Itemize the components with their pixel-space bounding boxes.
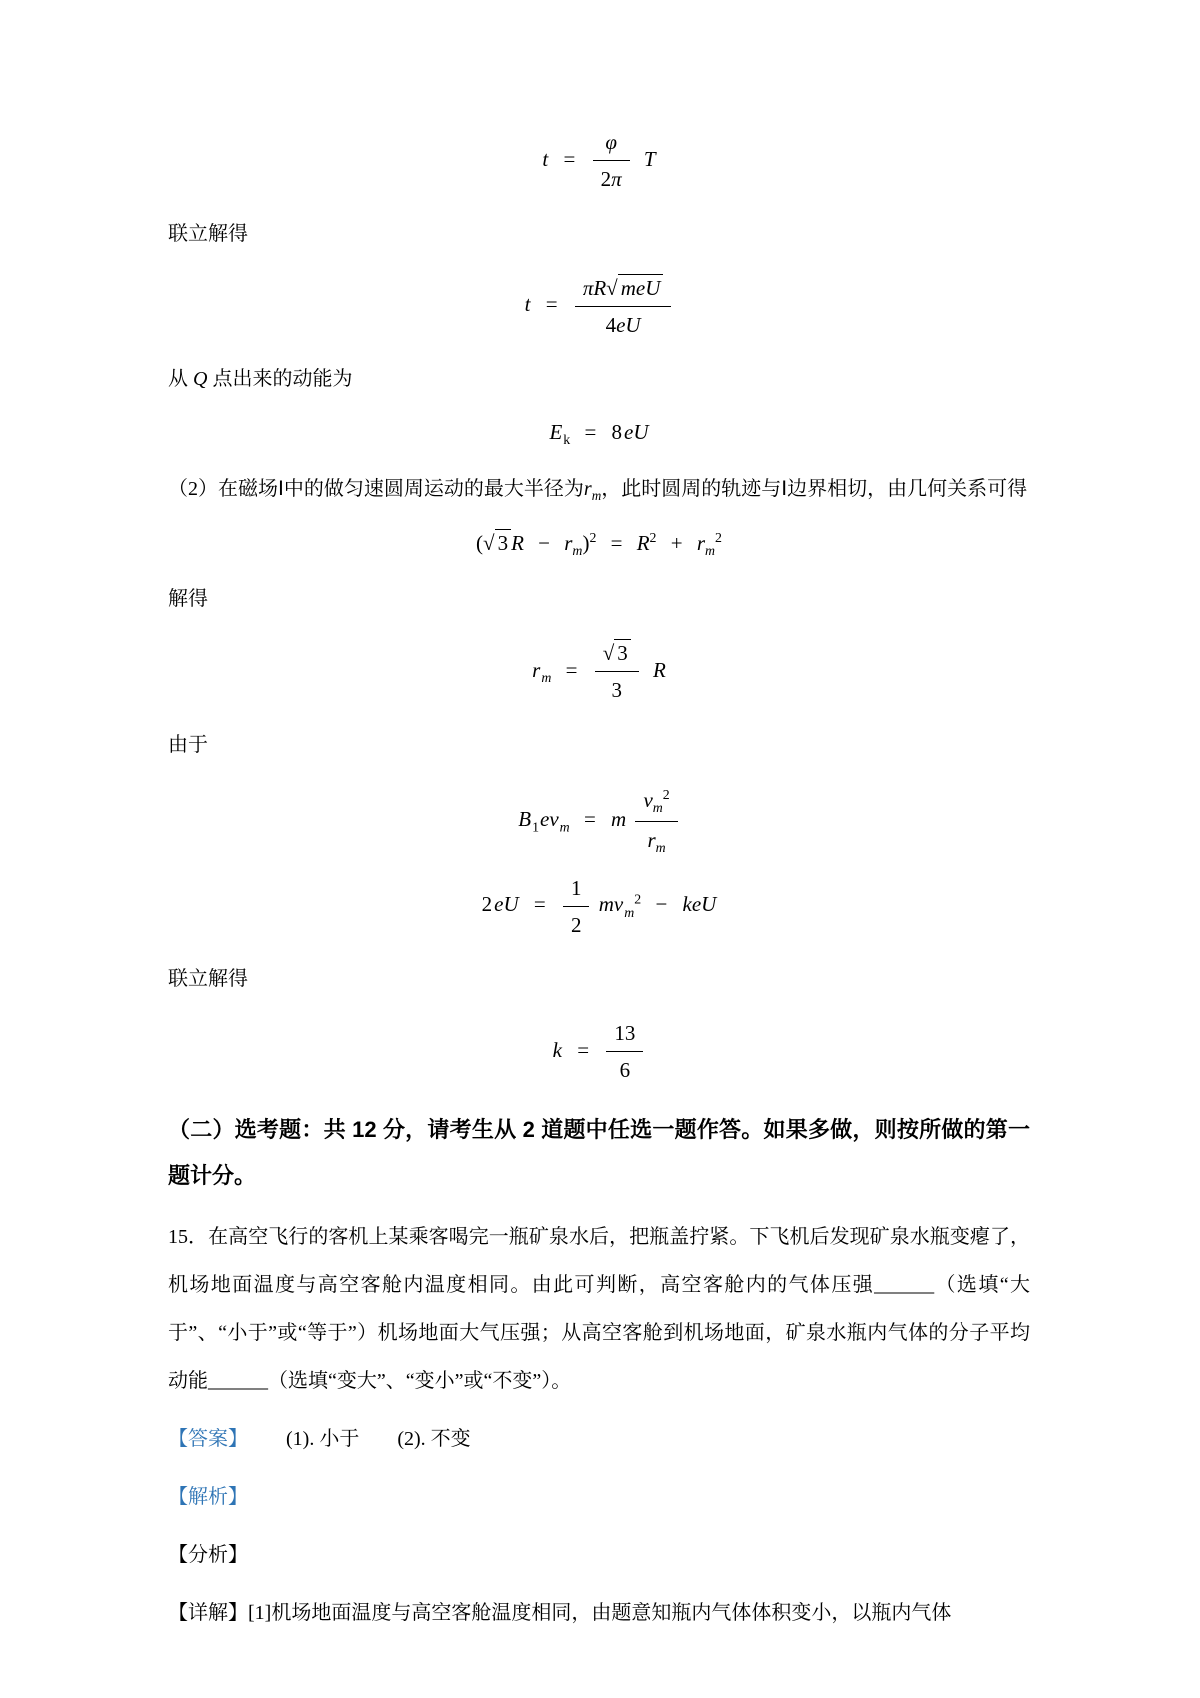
var-R: R: [636, 530, 650, 555]
var-v: v: [643, 787, 653, 812]
var-R: R: [511, 530, 524, 555]
digit-4: 4: [605, 312, 617, 337]
formula-energy: [168, 874, 1030, 940]
subscript-m: m: [559, 819, 570, 834]
radicand-3: 3: [495, 529, 512, 555]
radical-sign: √: [606, 275, 618, 300]
fraction-numerator: [635, 785, 677, 823]
xiangjie-text: [1]机场地面温度与高空客舱温度相同，由题意知瓶内气体体积变小，以瓶内气体: [248, 1601, 952, 1624]
var-ev: ev: [540, 806, 559, 831]
question-15: 15．在高空飞行的客机上某乘客喝完一瓶矿泉水后，把瓶盖拧紧。下飞机后发现矿泉水瓶变瘪了，机场地面温度与高空客舱内温度相同。由此可判断，高空客舱内的气体压强______（选填“大于”、“小于”或“等于”）机场地面大气压强；从高空客舱到机场地面，矿泉水瓶内气体的分子平均动能______（选填“变大”、“变小”或“不变”）。: [168, 1225, 1030, 1392]
var-m: m: [611, 806, 627, 831]
radicand-meU: meU: [618, 274, 664, 300]
subscript-m: m: [652, 799, 663, 815]
superscript-2: 2: [589, 529, 597, 545]
minus-sign: −: [655, 892, 668, 917]
var-t: t: [524, 292, 531, 317]
formula-t-phase: [168, 128, 1030, 194]
var-k: k: [552, 1037, 562, 1062]
equals-sign: =: [533, 892, 546, 917]
equals-sign: =: [583, 806, 596, 831]
var-r: r: [696, 530, 706, 555]
formula-lorentz: [168, 785, 1030, 858]
equals-sign: =: [610, 530, 623, 555]
superscript-2: 2: [715, 529, 722, 545]
fraction: [635, 785, 677, 858]
fraction: [575, 274, 672, 340]
fraction-denominator: 2: [570, 912, 582, 937]
fraction-denominator: [575, 307, 672, 339]
var-pi: π: [611, 167, 622, 192]
subscript-1: 1: [532, 819, 540, 834]
superscript-2: 2: [662, 786, 670, 802]
var-eU: eU: [494, 892, 519, 917]
left-paren: (: [476, 530, 484, 555]
text-post: 点出来的动能为: [207, 368, 353, 390]
plus-sign: +: [670, 530, 683, 555]
fraction: [595, 639, 639, 705]
analysis-line: [168, 1473, 1030, 1521]
text-solve-together-1: 联立解得: [168, 222, 248, 245]
var-mv: mv: [598, 892, 624, 917]
var-r: r: [564, 530, 573, 555]
answer-item-1: (1). 小于: [286, 1427, 360, 1450]
fraction-denominator: 3: [611, 678, 622, 703]
var-r: r: [532, 657, 541, 682]
fenxi-line: [168, 1531, 1030, 1579]
superscript-2: 2: [649, 529, 657, 545]
digit-2: 2: [600, 167, 612, 192]
equals-sign: =: [545, 292, 558, 317]
var-E: E: [549, 420, 563, 444]
subscript-m: m: [705, 542, 716, 558]
digit-8: 8: [611, 420, 623, 444]
radicand-3: 3: [614, 639, 631, 665]
fraction-denominator: [635, 822, 677, 858]
subscript-m: m: [624, 904, 635, 920]
square-root: [483, 529, 511, 555]
var-B: B: [518, 806, 532, 831]
paragraph-part2: [168, 465, 1030, 513]
fraction: [593, 128, 630, 194]
var-t: t: [542, 146, 549, 171]
equals-sign: =: [577, 1037, 590, 1062]
square-root: [606, 274, 663, 300]
fenxi-label: 【分析】: [168, 1543, 248, 1566]
detail-line: [168, 1589, 1030, 1637]
formula-kinetic-energy: [168, 419, 1030, 449]
var-pi: π: [582, 275, 594, 300]
formula-rm: [168, 639, 1030, 705]
text-because: 由于: [168, 733, 208, 756]
subscript-k: k: [563, 432, 571, 448]
formula-t-result: [168, 274, 1030, 340]
var-eU: eU: [624, 420, 649, 444]
text-kinetic-intro: [168, 355, 1030, 403]
text-solve-1: 解得: [168, 588, 208, 610]
subscript-m: m: [591, 487, 602, 503]
var-R: R: [653, 657, 666, 682]
equals-sign: =: [563, 146, 576, 171]
text-part1: （2）在磁场Ⅰ中的做匀速圆周运动的最大半径为: [168, 477, 584, 500]
var-Q: Q: [193, 368, 208, 390]
text-pre: 从: [168, 368, 193, 390]
xiangjie-label: 【详解】: [168, 1601, 248, 1624]
right-paren: ): [582, 530, 590, 555]
fraction-numerator: 13: [606, 1019, 643, 1052]
fraction-denominator: [593, 161, 630, 193]
section-heading: （二）选考题：共 12 分，请考生从 2 道题中任选一题作答。如果多做，则按所做的第一题计分。: [168, 1116, 1030, 1188]
var-keU: keU: [682, 892, 717, 917]
fraction: [563, 874, 590, 940]
fraction-numerator: [593, 128, 630, 161]
fraction-numerator: 1: [563, 874, 590, 907]
digit-2: 2: [481, 892, 493, 917]
fraction-numerator: [575, 274, 672, 307]
fraction-denominator: 6: [619, 1058, 631, 1083]
fraction: [606, 1019, 643, 1085]
superscript-2: 2: [634, 891, 642, 907]
subscript-m: m: [655, 840, 666, 856]
var-r: r: [647, 828, 656, 852]
var-eU: eU: [616, 312, 641, 337]
radical-sign: √: [483, 530, 495, 555]
subscript-m: m: [572, 542, 583, 558]
minus-sign: −: [538, 530, 550, 555]
jiexi-label: 【解析】: [168, 1485, 248, 1508]
equals-sign: =: [565, 657, 578, 682]
fraction-numerator: [595, 639, 639, 672]
var-T: T: [643, 146, 656, 171]
var-R: R: [593, 275, 607, 300]
var-r: r: [583, 477, 592, 500]
square-root: [603, 639, 631, 665]
subscript-m: m: [541, 669, 552, 685]
text-part2: ，此时圆周的轨迹与Ⅰ边界相切，由几何关系可得: [601, 477, 1028, 500]
formula-k-value: [168, 1019, 1030, 1085]
equals-sign: =: [584, 420, 597, 444]
var-phi: φ: [605, 130, 617, 154]
answer-line: [168, 1415, 1030, 1463]
answer-item-2: (2). 不变: [397, 1427, 471, 1450]
formula-geometry: [168, 529, 1030, 560]
answer-label: 【答案】: [168, 1427, 248, 1450]
radical-sign: √: [602, 641, 615, 665]
text-solve-together-2: 联立解得: [168, 968, 248, 990]
